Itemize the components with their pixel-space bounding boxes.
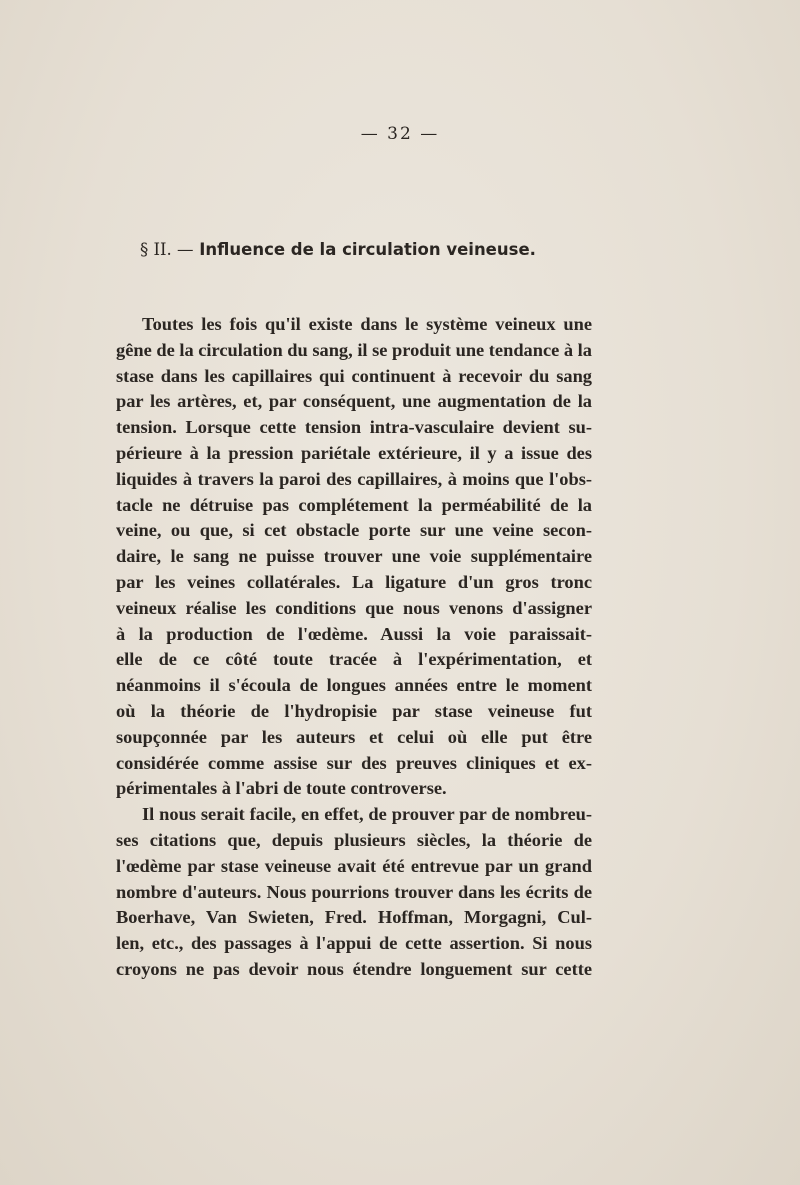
text-line: ses citations que, depuis plusieurs siècles, la théorie de (116, 829, 592, 850)
section-title: Influence de la circulation veineuse. (199, 240, 536, 259)
body-text (116, 312, 592, 983)
text-line: Boerhave, Van Swieten, Fred. Hoffman, Morgagni, Cul- (116, 907, 592, 928)
text-line: Toutes les fois qu'il existe dans le système veineux une (142, 314, 592, 334)
page-number: — 32 — (360, 124, 440, 144)
text-line: périeure à la pression pariétale extérieure, il y a issue des (116, 442, 592, 463)
text-line: où la théorie de l'hydropisie par stase veineuse fut (116, 700, 592, 721)
text-line: len, etc., des passages à l'appui de cette assertion. Si nous (116, 933, 592, 954)
paragraph-2 (116, 802, 592, 983)
text-line: daire, le sang ne puisse trouver une voie supplémentaire (116, 546, 592, 567)
text-line: liquides à travers la paroi des capillaires, à moins que l'obs- (116, 468, 592, 489)
text-line: Il nous serait facile, en effet, de prouver par de nombreu- (142, 804, 592, 825)
text-line: à la production de l'œdème. Aussi la voie paraissait- (116, 623, 592, 644)
text-line: nombre d'auteurs. Nous pourrions trouver dans les écrits de (116, 881, 592, 902)
text-line: considérée comme assise sur des preuves cliniques et ex- (116, 752, 592, 773)
text-line: soupçonnée par les auteurs et celui où elle put être (116, 726, 592, 747)
text-line: gêne de la circulation du sang, il se produit une tendance à la (116, 339, 592, 360)
text-line: périmentales à l'abri de toute controverse. (116, 778, 447, 799)
text-line: elle de ce côté toute tracée à l'expérimentation, et (116, 649, 592, 670)
text-line: croyons ne pas devoir nous étendre longuement sur cette (116, 958, 592, 979)
text-line: néanmoins il s'écoula de longues années entre le moment (116, 675, 592, 696)
text-line: veineux réalise les conditions que nous venons d'assigner (116, 597, 592, 618)
text-line: stase dans les capillaires qui continuent à recevoir du sang (116, 365, 592, 386)
text-line: l'œdème par stase veineuse avait été entrevue par un grand (116, 855, 592, 876)
section-mark: § II. — (140, 240, 194, 259)
paragraph-1 (116, 312, 592, 802)
section-heading (140, 240, 700, 259)
text-line: par les artères, et, par conséquent, une augmentation de la (116, 391, 592, 412)
text-line: tacle ne détruise pas complétement la perméabilité de la (116, 494, 592, 515)
text-line: tension. Lorsque cette tension intra-vasculaire devient su- (116, 417, 592, 438)
text-line: par les veines collatérales. La ligature d'un gros tronc (116, 571, 592, 592)
text-line: veine, ou que, si cet obstacle porte sur une veine secon- (116, 520, 592, 541)
